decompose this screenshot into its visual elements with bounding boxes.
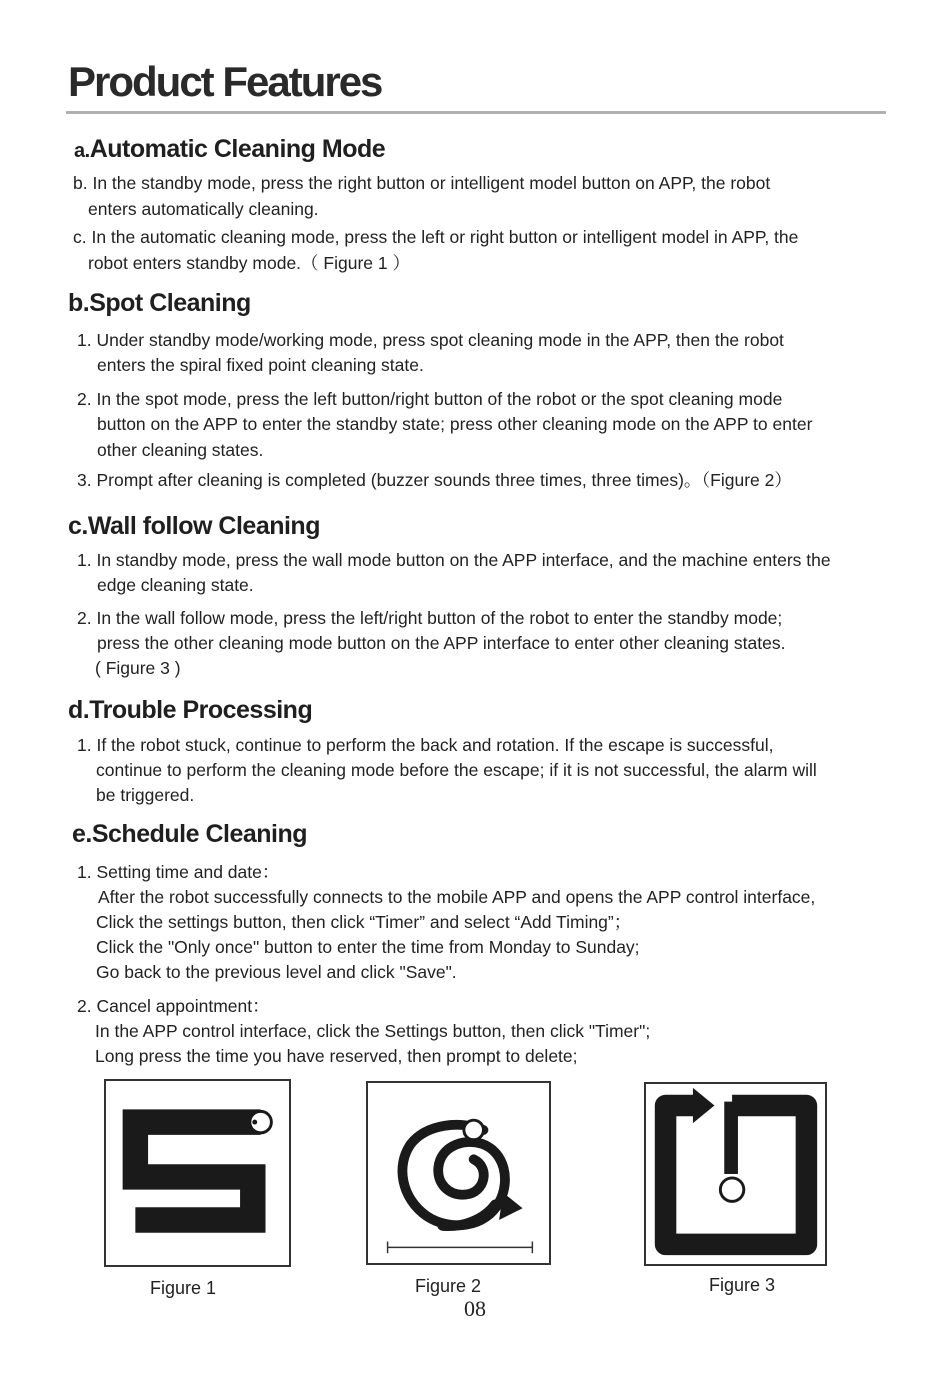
section-a-title: Automatic Cleaning Mode <box>89 135 386 163</box>
section-b-line-6: 3. Prompt after cleaning is completed (buzzer sounds three times, three times)。（Figure 2） <box>77 470 792 490</box>
section-e-line-2: After the robot successfully connects to the mobile APP and opens the APP control interface, <box>98 887 816 907</box>
figure-2-caption: Figure 2 <box>415 1276 482 1296</box>
section-c-line-4: press the other cleaning mode button on the APP interface to enter other cleaning states. <box>97 633 786 653</box>
figure-3-caption: Figure 3 <box>709 1275 776 1295</box>
section-e-line-1: 1. Setting time and date： <box>77 862 280 882</box>
section-e-heading: e.Schedule Cleaning <box>72 820 308 848</box>
s-path-illustration <box>106 1081 289 1265</box>
section-d-line-2: continue to perform the cleaning mode before the escape; if it is not successful, the alarm will <box>96 760 817 780</box>
section-d-heading: d.Trouble Processing <box>68 696 313 724</box>
section-b-line-2: enters the spiral fixed point cleaning state. <box>97 355 424 375</box>
wall-follow-illustration <box>646 1084 825 1264</box>
page-number: 08 <box>464 1296 486 1321</box>
section-e-line-5: Go back to the previous level and click "Save". <box>96 962 457 982</box>
robot-position-icon <box>464 1120 484 1140</box>
section-a-prefix: a. <box>74 140 90 162</box>
section-c-line-1: 1. In standby mode, press the wall mode button on the APP interface, and the machine enters the <box>77 550 831 570</box>
section-c-line-5: ( Figure 3 ) <box>95 658 181 678</box>
section-e-line-6: 2. Cancel appointment： <box>77 996 270 1016</box>
section-b-line-1: 1. Under standby mode/working mode, press spot cleaning mode in the APP, then the robot <box>77 330 784 350</box>
section-a-line-2: enters automatically cleaning. <box>88 199 319 219</box>
section-a-line-4: robot enters standby mode.（ Figure 1 ） <box>88 253 410 273</box>
section-b-heading: b.Spot Cleaning <box>68 289 251 317</box>
section-c-line-3: 2. In the wall follow mode, press the left/right button of the robot to enter the standby mode; <box>77 608 783 628</box>
spiral-path-illustration <box>368 1083 549 1263</box>
section-a-heading <box>74 135 385 164</box>
section-c-line-2: edge cleaning state. <box>97 575 254 595</box>
section-c-heading: c.Wall follow Cleaning <box>68 512 320 540</box>
section-e-line-3: Click the settings button, then click “Timer” and select “Add Timing”； <box>96 912 632 932</box>
section-e-line-8: Long press the time you have reserved, then prompt to delete; <box>95 1046 578 1066</box>
robot-position-icon <box>720 1178 743 1201</box>
section-b-line-5: other cleaning states. <box>97 440 264 460</box>
section-d-line-3: be triggered. <box>96 785 195 805</box>
title-divider <box>66 111 886 114</box>
section-e-line-4: Click the "Only once" button to enter the time from Monday to Sunday; <box>96 937 640 957</box>
section-b-line-4: button on the APP to enter the standby state; press other cleaning mode on the APP to enter <box>97 414 813 434</box>
section-a-line-3: c. In the automatic cleaning mode, press the left or right button or intelligent model in APP, the <box>73 227 799 247</box>
section-b-line-3: 2. In the spot mode, press the left button/right button of the robot or the spot cleaning mode <box>77 389 783 409</box>
figure-1-image <box>104 1079 291 1267</box>
section-a-line-1: b. In the standby mode, press the right button or intelligent model button on APP, the robot <box>73 173 771 193</box>
section-e-line-7: In the APP control interface, click the Settings button, then click "Timer"; <box>95 1021 651 1041</box>
section-d-line-1: 1. If the robot stuck, continue to perform the back and rotation. If the escape is successful, <box>77 735 774 755</box>
page-title: Product Features <box>68 58 382 105</box>
figure-1-caption: Figure 1 <box>150 1278 217 1298</box>
figure-3-image <box>644 1082 827 1266</box>
figure-2-image <box>366 1081 551 1265</box>
